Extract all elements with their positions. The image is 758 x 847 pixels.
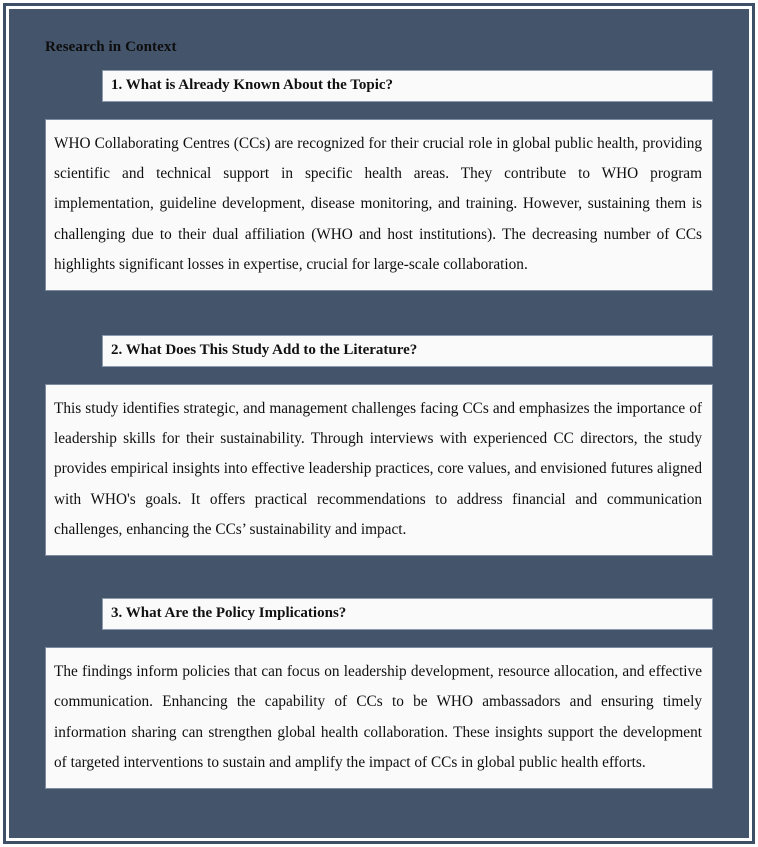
section-3 bbox=[9, 598, 749, 789]
section-1 bbox=[9, 70, 749, 291]
spacer bbox=[9, 291, 749, 335]
research-in-context-panel bbox=[9, 9, 749, 838]
spacer bbox=[9, 630, 749, 647]
section-3-heading: 3. What Are the Policy Implications? bbox=[102, 598, 713, 630]
section-3-body: The findings inform policies that can focus on leadership development, resource allocation, and effective communication. Enhancing the capability of CCs to be WHO ambassadors and ensuring timely information sharing can strengthen global health collaboration. These insights support the development of targeted interventions to sustain and amplify the impact of CCs in global public health efforts. bbox=[45, 647, 713, 789]
section-1-body: WHO Collaborating Centres (CCs) are recognized for their crucial role in global public health, providing scientific and technical support in specific health areas. They contribute to WHO program implementation, guideline development, disease monitoring, and training. However, sustaining them is challenging due to their dual affiliation (WHO and host institutions). The decreasing number of CCs highlights significant losses in expertise, crucial for large-scale collaboration. bbox=[45, 119, 713, 291]
section-2-heading: 2. What Does This Study Add to the Literature? bbox=[102, 335, 713, 367]
page-title: Research in Context bbox=[45, 39, 177, 55]
section-2-body: This study identifies strategic, and management challenges facing CCs and emphasizes the importance of leadership skills for their sustainability. Through interviews with experienced CC directors, the study provides empirical insights into effective leadership practices, core values, and envisioned futures aligned with WHO's goals. It offers practical recommendations to address financial and communication challenges, enhancing the CCs’ sustainability and impact. bbox=[45, 384, 713, 556]
spacer bbox=[9, 367, 749, 384]
section-1-heading: 1. What is Already Known About the Topic? bbox=[102, 70, 713, 102]
spacer bbox=[9, 102, 749, 119]
spacer bbox=[9, 556, 749, 598]
sections-list bbox=[9, 70, 749, 789]
section-2 bbox=[9, 335, 749, 556]
outer-border-frame bbox=[3, 3, 755, 844]
